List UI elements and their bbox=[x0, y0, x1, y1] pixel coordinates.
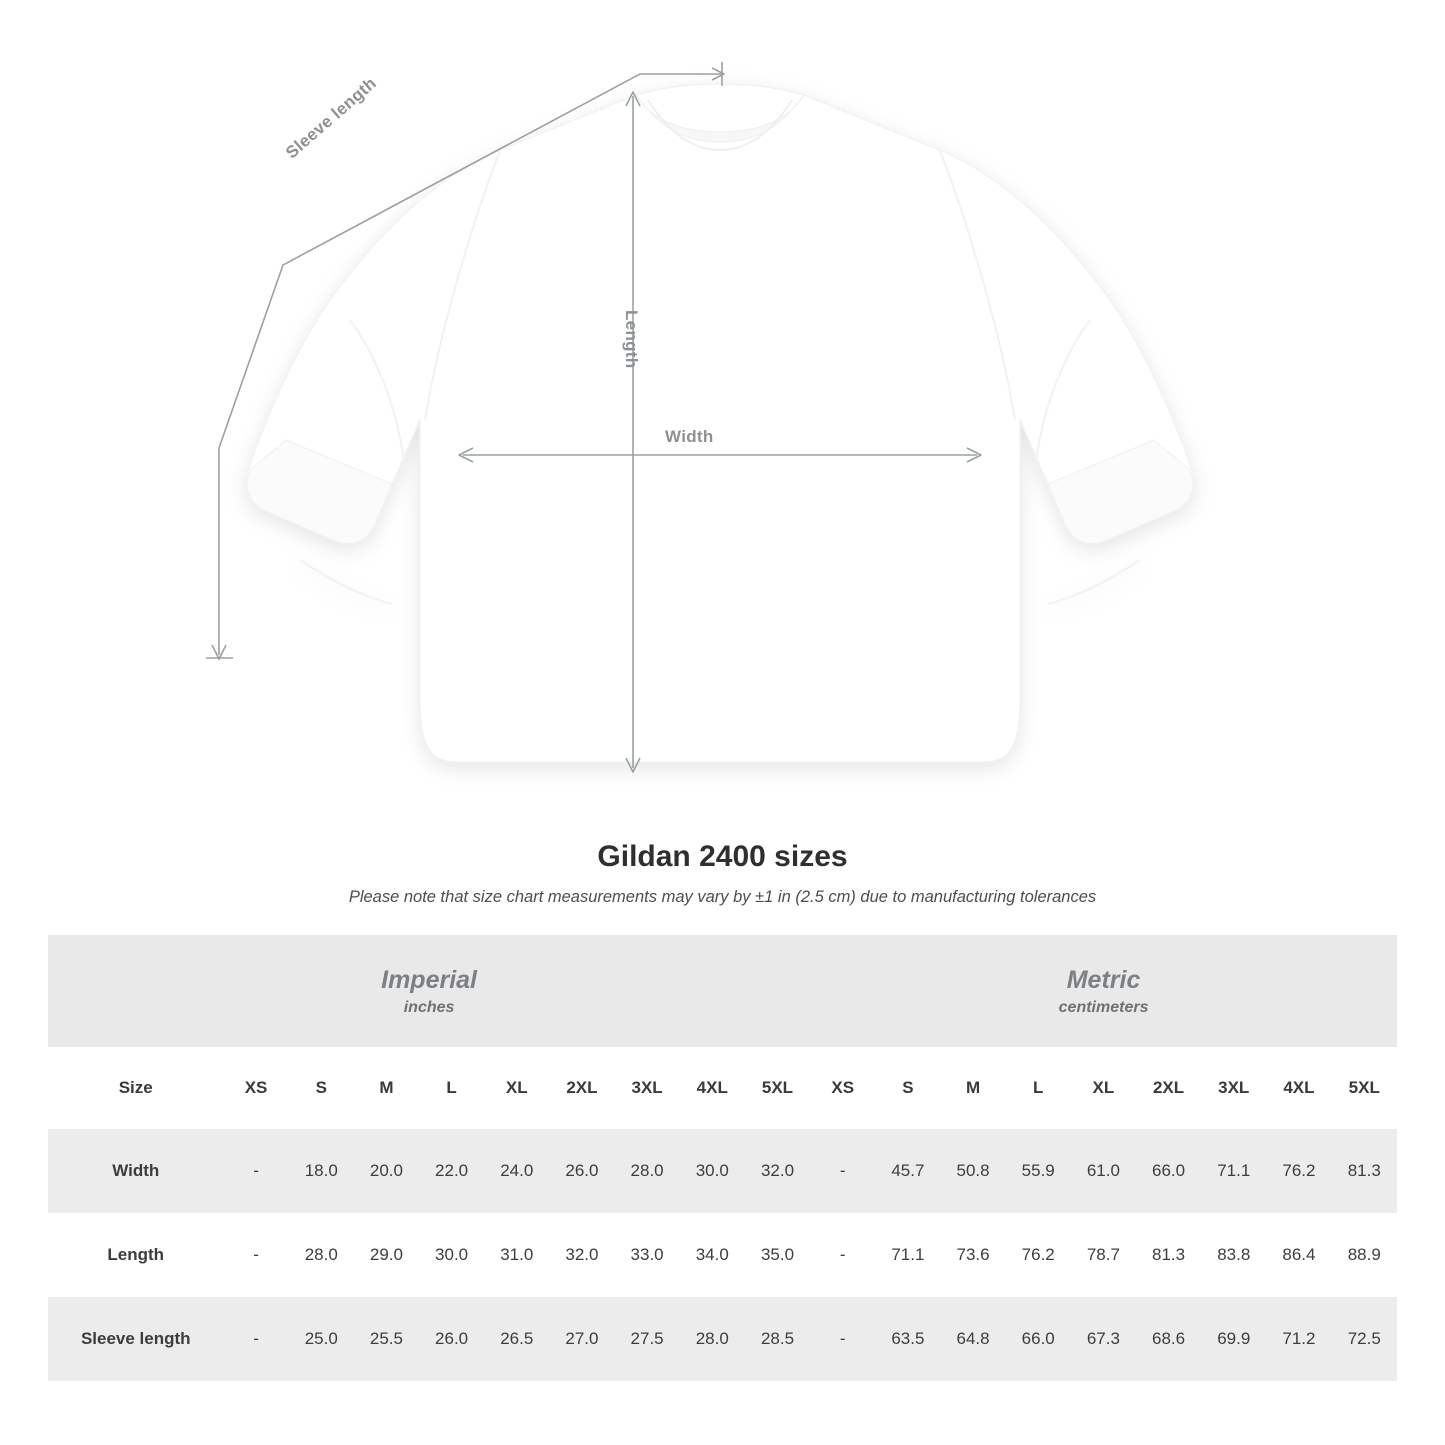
cell-sleeve-3xl-in: 27.5 bbox=[615, 1297, 680, 1381]
page-title: Gildan 2400 sizes bbox=[597, 840, 848, 873]
size-chart-table bbox=[48, 935, 1397, 1381]
units-header-row bbox=[48, 935, 1397, 1047]
cell-sleeve-5xl-in: 28.5 bbox=[745, 1297, 810, 1381]
cell-sleeve-5xl-cm: 72.5 bbox=[1332, 1297, 1398, 1381]
cell-sleeve-4xl-cm: 71.2 bbox=[1266, 1297, 1331, 1381]
cell-width-s-in: 18.0 bbox=[289, 1129, 354, 1213]
cell-width-s-cm: 45.7 bbox=[875, 1129, 940, 1213]
cell-sleeve-xl-cm: 67.3 bbox=[1071, 1297, 1136, 1381]
cell-length-2xl-cm: 81.3 bbox=[1136, 1213, 1201, 1297]
column-header-2xl-metric: 2XL bbox=[1136, 1047, 1201, 1129]
sleeve-length-label: Sleeve length bbox=[282, 73, 381, 163]
cell-length-l-in: 30.0 bbox=[419, 1213, 484, 1297]
cell-sleeve-l-cm: 66.0 bbox=[1006, 1297, 1071, 1381]
table-row-length bbox=[48, 1213, 1397, 1297]
cell-sleeve-3xl-cm: 69.9 bbox=[1201, 1297, 1266, 1381]
cell-width-2xl-in: 26.0 bbox=[549, 1129, 614, 1213]
column-header-s-imperial: S bbox=[289, 1047, 354, 1129]
cell-width-3xl-in: 28.0 bbox=[615, 1129, 680, 1213]
cell-length-m-cm: 73.6 bbox=[940, 1213, 1005, 1297]
cell-length-4xl-cm: 86.4 bbox=[1266, 1213, 1331, 1297]
column-header-xl-imperial: XL bbox=[484, 1047, 549, 1129]
cell-length-m-in: 29.0 bbox=[354, 1213, 419, 1297]
cell-length-s-cm: 71.1 bbox=[875, 1213, 940, 1297]
row-label-width: Width bbox=[48, 1129, 223, 1213]
column-header-m-metric: M bbox=[940, 1047, 1005, 1129]
cell-width-3xl-cm: 71.1 bbox=[1201, 1129, 1266, 1213]
cell-sleeve-m-cm: 64.8 bbox=[940, 1297, 1005, 1381]
row-label-length: Length bbox=[48, 1213, 223, 1297]
column-header-4xl-imperial: 4XL bbox=[680, 1047, 745, 1129]
cell-width-m-in: 20.0 bbox=[354, 1129, 419, 1213]
imperial-unit-header bbox=[48, 935, 810, 1047]
cell-width-4xl-cm: 76.2 bbox=[1266, 1129, 1331, 1213]
column-header-4xl-metric: 4XL bbox=[1266, 1047, 1331, 1129]
tolerance-note: Please note that size chart measurements may vary by ±1 in (2.5 cm) due to manufacturing tolerances bbox=[348, 888, 1097, 906]
cell-width-xs-cm: - bbox=[810, 1129, 875, 1213]
column-header-xs-imperial: XS bbox=[223, 1047, 288, 1129]
cell-width-l-in: 22.0 bbox=[419, 1129, 484, 1213]
metric-unit-sub: centimeters bbox=[1058, 999, 1149, 1017]
column-header-5xl-imperial: 5XL bbox=[745, 1047, 810, 1129]
cell-sleeve-m-in: 25.5 bbox=[354, 1297, 419, 1381]
table-row-sleeve-length bbox=[48, 1297, 1397, 1381]
column-header-xl-metric: XL bbox=[1071, 1047, 1136, 1129]
cell-sleeve-2xl-in: 27.0 bbox=[549, 1297, 614, 1381]
column-header-l-imperial: L bbox=[419, 1047, 484, 1129]
cell-width-xl-in: 24.0 bbox=[484, 1129, 549, 1213]
column-header-s-metric: S bbox=[875, 1047, 940, 1129]
cell-length-4xl-in: 34.0 bbox=[680, 1213, 745, 1297]
imperial-unit-sub: inches bbox=[403, 999, 455, 1017]
cell-length-5xl-in: 35.0 bbox=[745, 1213, 810, 1297]
cell-sleeve-2xl-cm: 68.6 bbox=[1136, 1297, 1201, 1381]
cell-length-3xl-cm: 83.8 bbox=[1201, 1213, 1266, 1297]
cell-width-2xl-cm: 66.0 bbox=[1136, 1129, 1201, 1213]
cell-length-l-cm: 76.2 bbox=[1006, 1213, 1071, 1297]
size-header-row bbox=[48, 1047, 1397, 1129]
cell-width-4xl-in: 30.0 bbox=[680, 1129, 745, 1213]
cell-width-xs-in: - bbox=[223, 1129, 288, 1213]
width-label: Width bbox=[665, 427, 714, 446]
imperial-unit-name: Imperial bbox=[381, 965, 477, 994]
cell-sleeve-l-in: 26.0 bbox=[419, 1297, 484, 1381]
cell-sleeve-xl-in: 26.5 bbox=[484, 1297, 549, 1381]
column-header-3xl-metric: 3XL bbox=[1201, 1047, 1266, 1129]
cell-length-2xl-in: 32.0 bbox=[549, 1213, 614, 1297]
column-header-xs-metric: XS bbox=[810, 1047, 875, 1129]
cell-sleeve-s-cm: 63.5 bbox=[875, 1297, 940, 1381]
column-header-l-metric: L bbox=[1006, 1047, 1071, 1129]
cell-width-m-cm: 50.8 bbox=[940, 1129, 1005, 1213]
column-header-m-imperial: M bbox=[354, 1047, 419, 1129]
column-header-3xl-imperial: 3XL bbox=[615, 1047, 680, 1129]
metric-unit-name: Metric bbox=[1066, 965, 1141, 994]
chart-title-block bbox=[0, 840, 1445, 907]
row-label-sleeve-length: Sleeve length bbox=[48, 1297, 223, 1381]
cell-sleeve-xs-cm: - bbox=[810, 1297, 875, 1381]
cell-sleeve-4xl-in: 28.0 bbox=[680, 1297, 745, 1381]
cell-width-xl-cm: 61.0 bbox=[1071, 1129, 1136, 1213]
cell-length-xs-cm: - bbox=[810, 1213, 875, 1297]
cell-sleeve-s-in: 25.0 bbox=[289, 1297, 354, 1381]
column-header-2xl-imperial: 2XL bbox=[549, 1047, 614, 1129]
cell-length-xs-in: - bbox=[223, 1213, 288, 1297]
column-header-5xl-metric: 5XL bbox=[1332, 1047, 1398, 1129]
cell-length-3xl-in: 33.0 bbox=[615, 1213, 680, 1297]
cell-length-xl-cm: 78.7 bbox=[1071, 1213, 1136, 1297]
cell-width-l-cm: 55.9 bbox=[1006, 1129, 1071, 1213]
cell-length-s-in: 28.0 bbox=[289, 1213, 354, 1297]
cell-width-5xl-in: 32.0 bbox=[745, 1129, 810, 1213]
metric-unit-header bbox=[810, 935, 1397, 1047]
cell-length-5xl-cm: 88.9 bbox=[1332, 1213, 1398, 1297]
cell-length-xl-in: 31.0 bbox=[484, 1213, 549, 1297]
cell-sleeve-xs-in: - bbox=[223, 1297, 288, 1381]
table-row-width bbox=[48, 1129, 1397, 1213]
garment-shape bbox=[246, 84, 1194, 762]
column-header-size: Size bbox=[48, 1047, 223, 1129]
cell-width-5xl-cm: 81.3 bbox=[1332, 1129, 1398, 1213]
length-label: Length bbox=[622, 310, 641, 369]
size-chart-container bbox=[48, 935, 1397, 1381]
